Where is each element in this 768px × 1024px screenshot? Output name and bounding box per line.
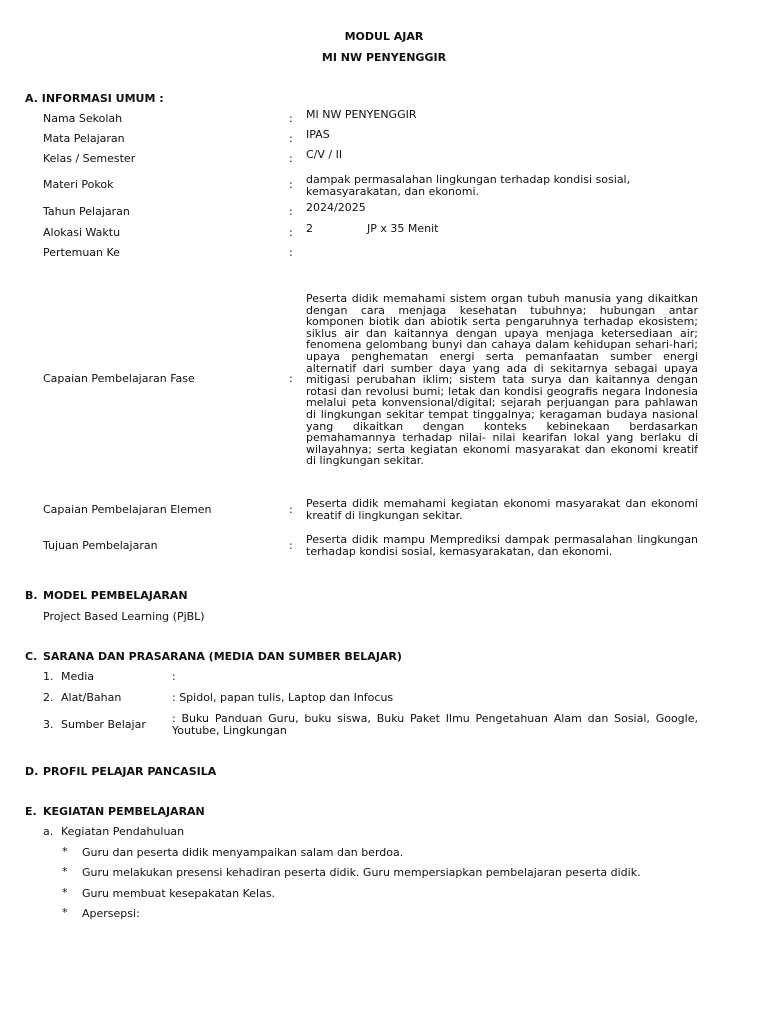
document-title: MODUL AJAR: [344, 30, 424, 43]
cp-fase-line: rotasi dan revolusi bumi; letak dan kondisi geografis negara Indonesia: [306, 385, 698, 398]
section-c-letter: C.: [25, 650, 38, 663]
tujuan-label: Tujuan Pembelajaran: [43, 539, 158, 552]
bullet-text: Guru melakukan presensi kehadiran peserta didik. Guru mempersiapkan pembelajaran peserta didik.: [82, 866, 641, 879]
item-number: 1.: [43, 670, 54, 683]
sub-letter: a.: [43, 825, 54, 838]
tujuan-text: Peserta didik mampu Memprediksi dampak permasalahan lingkungan terhadap kondisi sosial, kemasyarakatan, dan ekonomi.: [306, 533, 698, 558]
info-colon: :: [289, 246, 293, 259]
cp-fase-label: Capaian Pembelajaran Fase: [43, 372, 195, 385]
info-colon: :: [289, 226, 293, 239]
info-value: IPAS: [306, 128, 330, 141]
bullet-marker: *: [62, 845, 68, 858]
info-colon: :: [289, 178, 293, 191]
section-e-letter: E.: [25, 805, 37, 818]
bullet-marker: *: [62, 886, 68, 899]
cp-fase-colon: :: [289, 372, 293, 385]
cp-fase-line: pemahamannya terhadap nilai- nilai kearifan lokal yang berlaku di: [306, 432, 698, 444]
cp-fase-line: alternatif dari sumber daya yang ada di sekitarnya sebagai upaya: [306, 362, 698, 375]
info-colon: :: [289, 132, 293, 145]
cp-elemen-colon: :: [289, 503, 293, 516]
cp-fase-line: komponen biotik dan abiotik serta pengaruhnya terhadap ekosistem;: [306, 316, 698, 328]
info-label: Nama Sekolah: [43, 112, 123, 125]
cp-fase-text: [306, 293, 698, 467]
info-label: Mata Pelajaran: [43, 132, 125, 145]
item-label: Media: [61, 670, 95, 683]
info-value: 2: [306, 222, 313, 235]
item-number: 2.: [43, 691, 54, 704]
info-label: Materi Pokok: [43, 178, 114, 191]
info-value: dampak permasalahan lingkungan terhadap kondisi sosial, kemasyarakatan, dan ekonomi.: [306, 173, 631, 198]
item-value: : Buku Panduan Guru, buku siswa, Buku Paket Ilmu Pengetahuan Alam dan Sosial, Google, Youtube, Lingkungan: [172, 712, 698, 737]
item-label: Sumber Belajar: [61, 718, 146, 731]
cp-elemen-label: Capaian Pembelajaran Elemen: [43, 503, 212, 516]
school-subtitle: MI NW PENYENGGIR: [321, 51, 447, 64]
section-b-heading: MODEL PEMBELAJARAN: [43, 589, 188, 602]
item-value: :: [172, 670, 176, 683]
info-label: Alokasi Waktu: [43, 226, 121, 239]
cp-fase-line: di lingkungan sekitar.: [306, 455, 424, 467]
cp-fase-line: wilayahnya; serta kegiatan ekonomi masyarakat dan ekonomi kreatif: [306, 443, 698, 456]
cp-fase-line: fenomena gelombang bunyi dan cahaya dalam kehidupan sehari-hari;: [306, 339, 698, 351]
bullet-text: Guru dan peserta didik menyampaikan salam dan berdoa.: [82, 846, 404, 859]
info-value-unit: JP x 35 Menit: [367, 222, 439, 235]
section-d-heading: PROFIL PELAJAR PANCASILA: [43, 765, 217, 778]
cp-fase-line: Peserta didik memahami sistem organ tubuh manusia yang dikaitkan: [306, 293, 698, 305]
cp-fase-line: di lingkungan sekitar tempat tinggalnya; keragaman budaya nasional: [306, 408, 698, 421]
cp-fase-line: melalui peta konvensional/digital; sejarah perjuangan para pahlawan: [306, 397, 698, 409]
section-d-letter: D.: [25, 765, 39, 778]
section-c-heading: SARANA DAN PRASARANA (MEDIA DAN SUMBER BELAJAR): [43, 650, 402, 663]
item-label: Alat/Bahan: [61, 691, 122, 704]
section-a-heading: A. INFORMASI UMUM :: [25, 92, 164, 105]
cp-fase-line: dengan cara menjaga kesehatan tubuhnya; hubungan antar: [306, 304, 698, 317]
cp-fase-line: siklus air dan kaitannya dengan upaya menjaga ketersediaan air;: [306, 327, 698, 340]
cp-fase-line: yang dikaitkan dengan konteks kebinekaan berdasarkan: [306, 420, 698, 433]
cp-elemen-text: Peserta didik memahami kegiatan ekonomi masyarakat dan ekonomi kreatif di lingkungan sekitar.: [306, 497, 698, 522]
info-label: Kelas / Semester: [43, 152, 136, 165]
section-b-letter: B.: [25, 589, 38, 602]
bullet-text: Apersepsi:: [82, 907, 140, 920]
cp-fase-line: mitigasi perubahan iklim; sistem tata surya dan kaitannya dengan: [306, 374, 698, 386]
info-value: C/V / II: [306, 148, 343, 161]
sub-label: Kegiatan Pendahuluan: [61, 825, 185, 838]
learning-model: Project Based Learning (PjBL): [43, 610, 205, 623]
tujuan-colon: :: [289, 539, 293, 552]
info-value: 2024/2025: [306, 201, 366, 214]
info-colon: :: [289, 205, 293, 218]
info-value: MI NW PENYENGGIR: [306, 108, 417, 121]
bullet-marker: *: [62, 865, 68, 878]
cp-fase-line: upaya penghematan energi serta pemanfaatan sumber energi: [306, 350, 698, 363]
info-colon: :: [289, 112, 293, 125]
bullet-marker: *: [62, 906, 68, 919]
info-label: Pertemuan Ke: [43, 246, 120, 259]
item-number: 3.: [43, 718, 54, 731]
info-colon: :: [289, 152, 293, 165]
info-label: Tahun Pelajaran: [43, 205, 130, 218]
item-value: : Spidol, papan tulis, Laptop dan Infocus: [172, 691, 394, 704]
bullet-text: Guru membuat kesepakatan Kelas.: [82, 887, 276, 900]
section-e-heading: KEGIATAN PEMBELAJARAN: [43, 805, 205, 818]
